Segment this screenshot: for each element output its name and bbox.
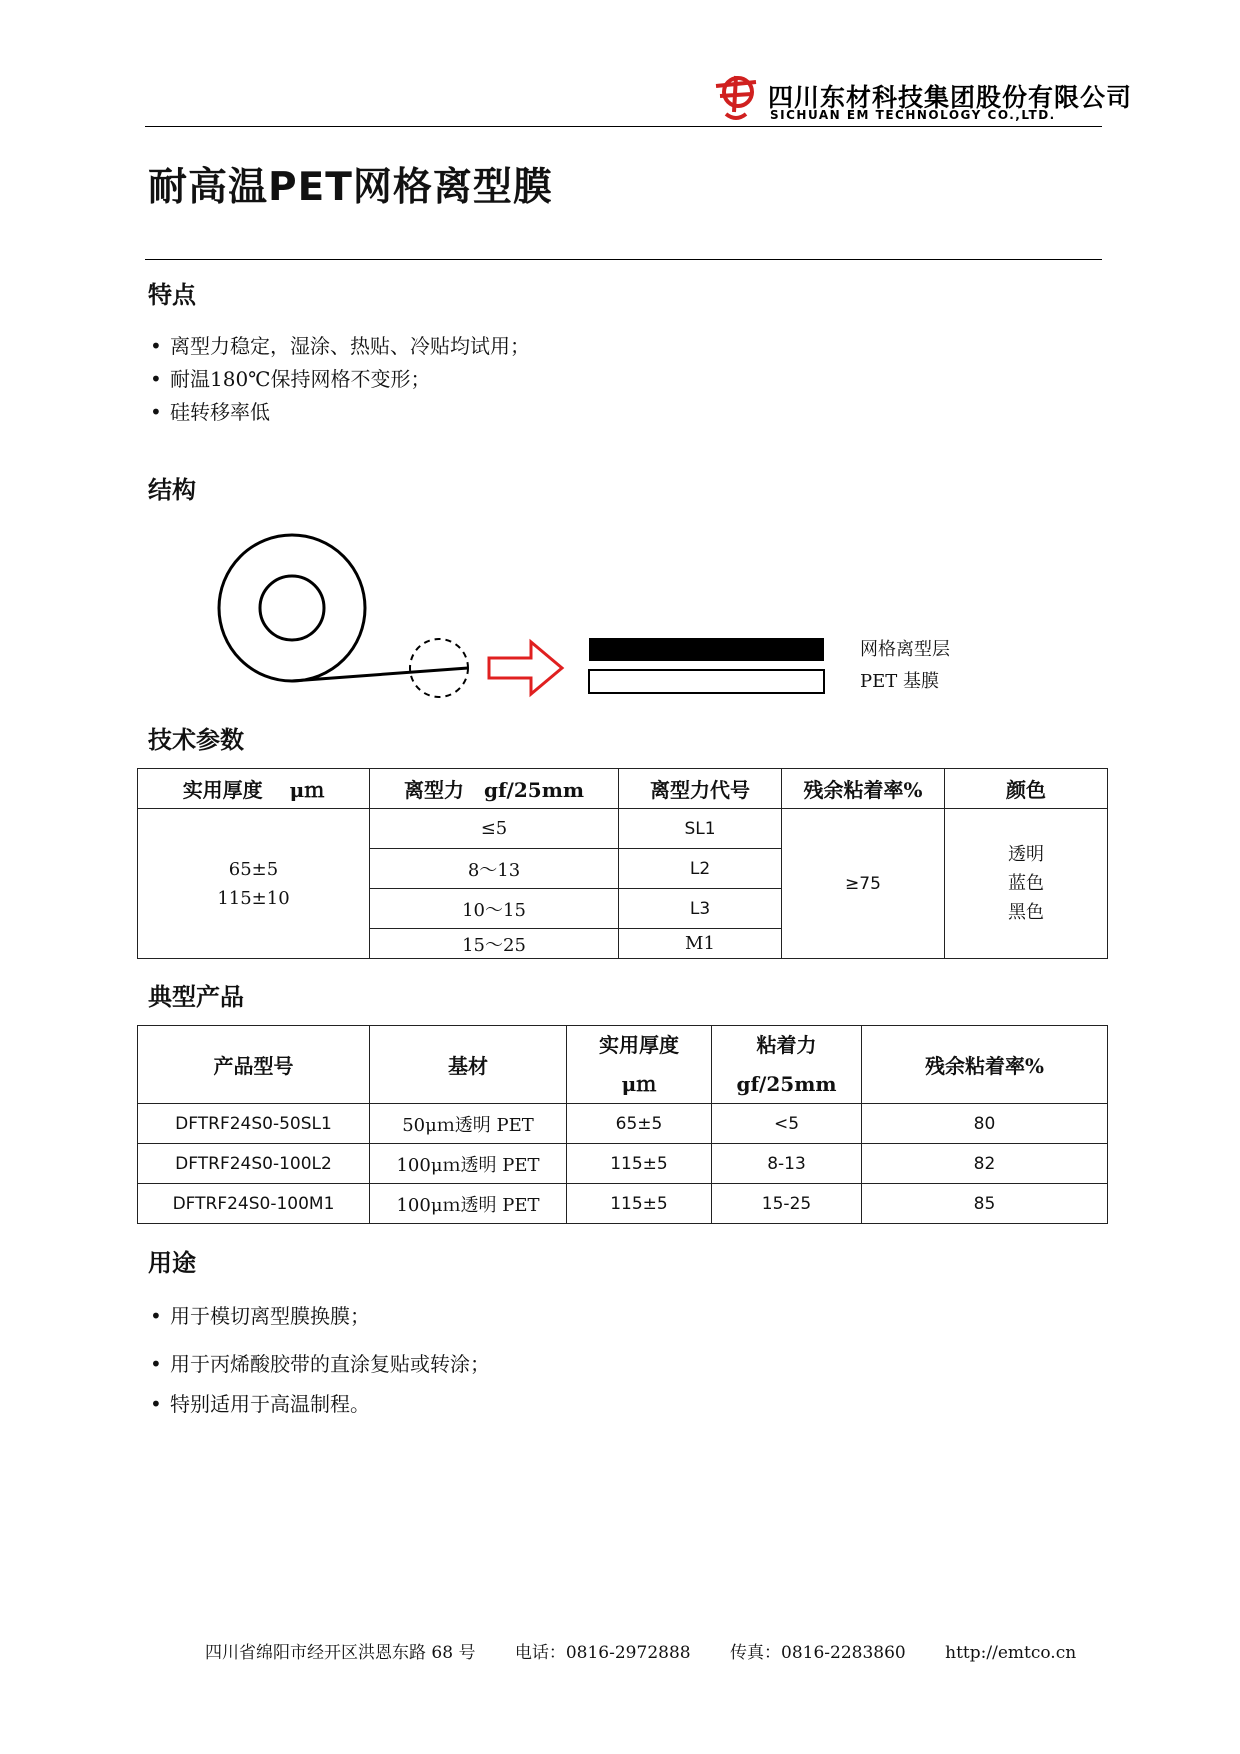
table-row [138,1104,1108,1144]
products-header-model: 产品型号 [138,1026,370,1104]
layer-label-mesh: 网格离型层 [860,639,950,660]
params-header-residual: 残余粘着率% [782,769,945,809]
company-name-cn: 四川东材科技集团股份有限公司 [768,83,1133,112]
pet-base-layer [589,670,824,693]
color-cell [945,809,1108,959]
document-title: 耐高温PET网格离型膜 [148,165,553,210]
list-item: • 特别适用于高温制程。 [150,1388,490,1420]
product-model: DFTRF24S0-100M1 [138,1184,370,1224]
params-header-code: 离型力代号 [619,769,782,809]
footer-website[interactable]: http://emtco.cn [945,1643,1077,1663]
residual-value: ≥75 [782,809,945,959]
product-substrate: 50μｍ透明 PET [370,1104,567,1144]
product-thickness: 115±5 [567,1144,712,1184]
product-thickness: 115±5 [567,1184,712,1224]
arrow-right-icon [489,642,562,694]
product-substrate: 100μｍ透明 PET [370,1184,567,1224]
products-heading: 典型产品 [148,983,244,1011]
list-item: • 耐温180℃保持网格不变形； [150,363,530,396]
footer-phone: 电话：0816-2972888 [514,1643,691,1663]
product-adhesion: 8-13 [712,1144,862,1184]
company-name-en: SICHUAN EM TECHNOLOGY CO.,LTD. [770,108,1056,122]
list-item: • 用于模切离型膜换膜； [150,1300,490,1332]
list-item: • 硅转移率低 [150,396,530,429]
thickness-value: 115±10 [217,887,290,909]
params-table [137,768,1108,959]
product-model: DFTRF24S0-100L2 [138,1144,370,1184]
product-thickness: 65±5 [567,1104,712,1144]
footer-fax: 传真：0816-2283860 [730,1643,906,1663]
color-value: 透明 [1008,844,1044,865]
code-value: L3 [619,889,782,929]
color-value: 蓝色 [1008,873,1044,894]
params-heading: 技术参数 [148,726,244,754]
products-header-substrate: 基材 [370,1026,567,1104]
products-header-residual: 残余粘着率% [862,1026,1108,1104]
table-row [138,1184,1108,1224]
product-residual: 85 [862,1184,1108,1224]
usage-heading: 用途 [148,1249,196,1277]
product-model: DFTRF24S0-50SL1 [138,1104,370,1144]
thickness-value: 65±5 [228,858,279,880]
product-substrate: 100μｍ透明 PET [370,1144,567,1184]
header-divider [145,126,1102,127]
list-item: • 离型力稳定，湿涂、热贴、冷贴均试用； [150,330,530,363]
list-item: • 用于丙烯酸胶带的直涂复贴或转涂； [150,1348,490,1380]
structure-heading: 结构 [148,476,196,504]
code-value: M1 [619,929,782,959]
features-heading: 特点 [148,281,196,309]
roll-icon [219,535,468,681]
em-logo-icon [712,72,760,124]
footer [205,1638,1110,1663]
code-value: L2 [619,849,782,889]
footer-address: 四川省绵阳市经开区洪恩东路 68 号 [205,1643,476,1663]
force-value: 10～15 [370,889,619,929]
color-value: 黑色 [1008,902,1044,923]
product-adhesion: 15-25 [712,1184,862,1224]
products-header-thickness: 实用厚度 μｍ [567,1026,712,1104]
product-residual: 82 [862,1144,1108,1184]
products-table [137,1025,1108,1224]
force-value: ≤5 [370,809,619,849]
usage-list [150,1300,490,1420]
force-value: 8～13 [370,849,619,889]
params-header-color: 颜色 [945,769,1108,809]
products-header-adhesion: 粘着力 gf/25mm [712,1026,862,1104]
title-divider [145,259,1102,260]
thickness-cell [138,809,370,959]
product-adhesion: <5 [712,1104,862,1144]
product-residual: 80 [862,1104,1108,1144]
layer-label-pet: PET 基膜 [860,671,939,692]
mesh-release-layer [589,638,824,661]
code-value: SL1 [619,809,782,849]
force-value: 15～25 [370,929,619,959]
table-row [138,1144,1108,1184]
params-header-force: 离型力 gf/25mm [370,769,619,809]
params-header-thickness: 实用厚度 μｍ [138,769,370,809]
features-list [150,330,530,429]
